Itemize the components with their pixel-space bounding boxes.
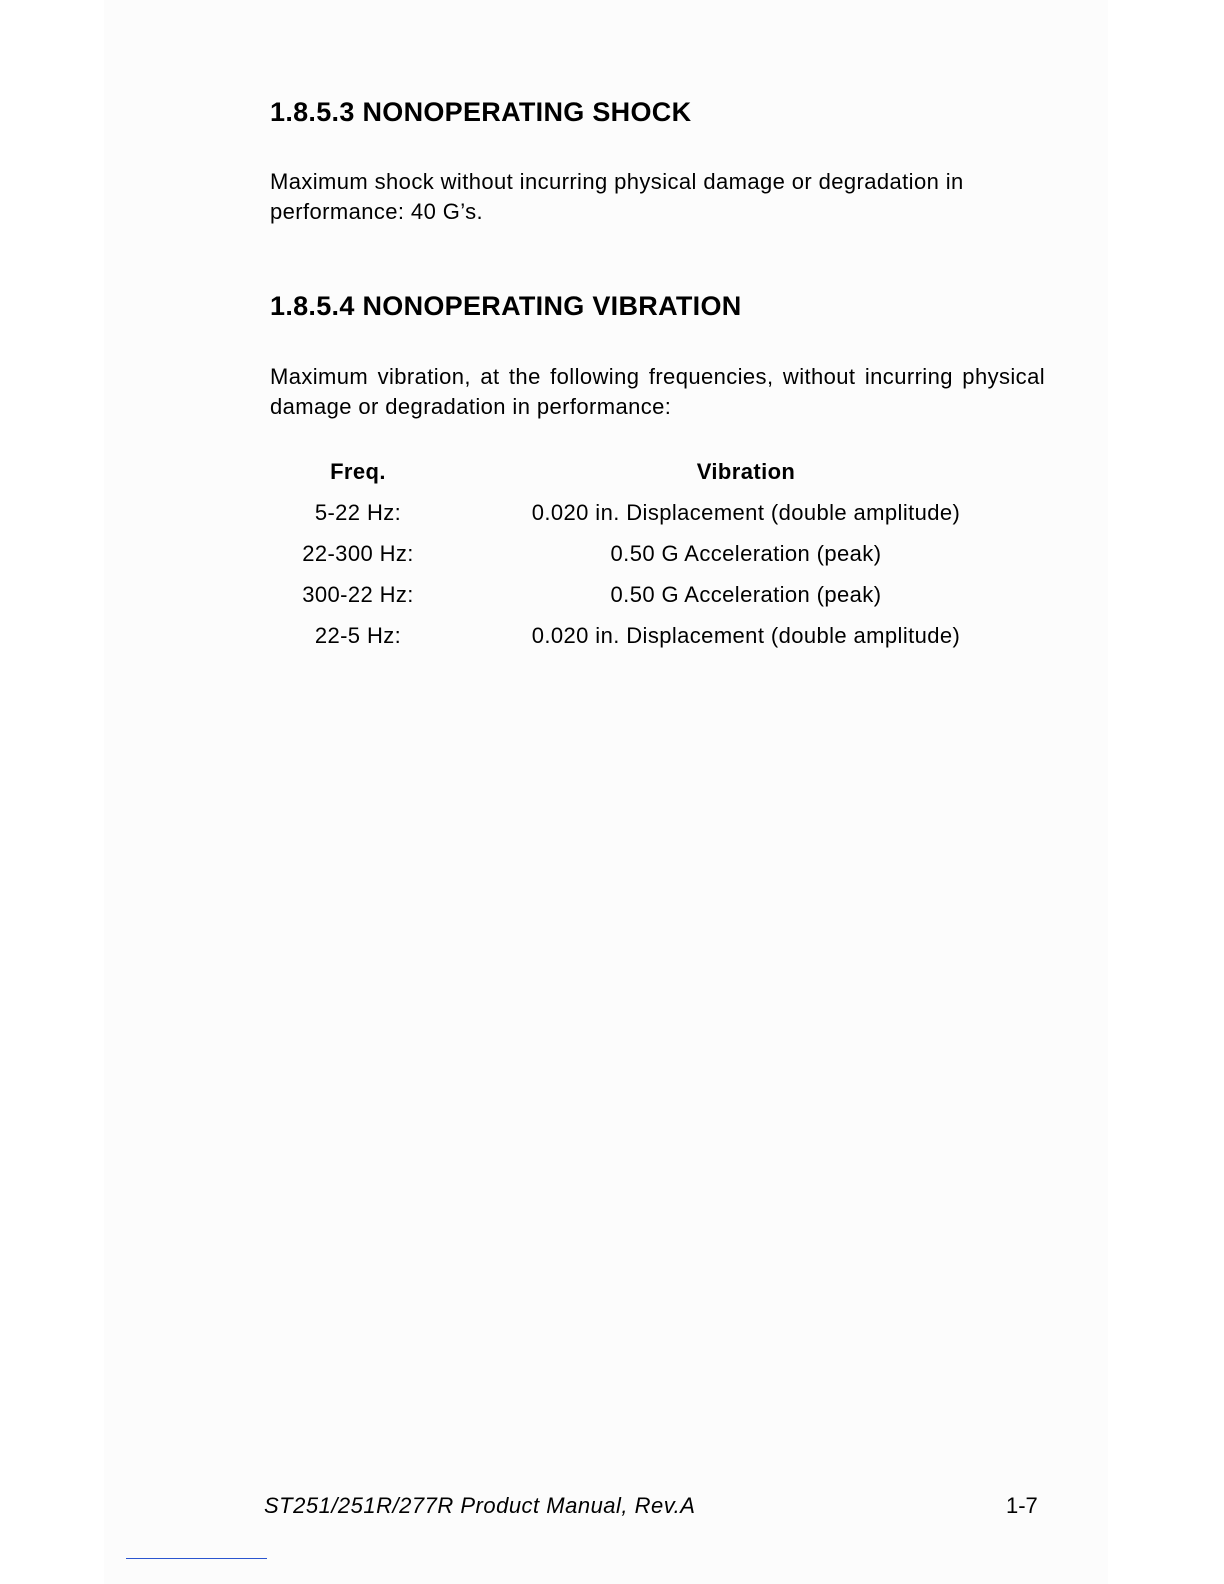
vibration-cell: 0.50 G Acceleration (peak) <box>610 540 882 566</box>
section-heading-nonoperating-vibration: 1.8.5.4 NONOPERATING VIBRATION <box>270 291 742 321</box>
column-header-freq: Freq. <box>330 458 386 484</box>
footnote-divider <box>126 1558 267 1559</box>
freq-cell: 22-300 Hz: <box>302 540 414 566</box>
footer-manual-title: ST251/251R/277R Product Manual, Rev.A <box>264 1493 696 1518</box>
section-body-nonoperating-vibration: Maximum vibration, at the following frequencies, without incurring physical damage or degradation in performance: <box>270 364 1045 419</box>
footer-page-number: 1-7 <box>1006 1493 1038 1518</box>
table-row <box>270 574 1046 615</box>
section-body-nonoperating-shock: Maximum shock without incurring physical damage or degradation in performance: 40 G’s. <box>270 169 964 224</box>
vibration-cell: 0.020 in. Displacement (double amplitude) <box>531 622 961 648</box>
table-row <box>270 492 1046 533</box>
column-header-vibration: Vibration <box>696 458 796 484</box>
table-row <box>270 615 1046 656</box>
table-row <box>270 533 1046 574</box>
section-heading-nonoperating-shock: 1.8.5.3 NONOPERATING SHOCK <box>270 97 692 127</box>
freq-cell: 300-22 Hz: <box>302 581 414 607</box>
page-background <box>104 0 1108 1584</box>
vibration-cell: 0.50 G Acceleration (peak) <box>610 581 882 607</box>
freq-cell: 22-5 Hz: <box>314 622 402 648</box>
table-header-row <box>270 451 1046 492</box>
vibration-cell: 0.020 in. Displacement (double amplitude) <box>531 499 961 525</box>
vibration-table <box>270 451 1046 656</box>
freq-cell: 5-22 Hz: <box>314 499 402 525</box>
